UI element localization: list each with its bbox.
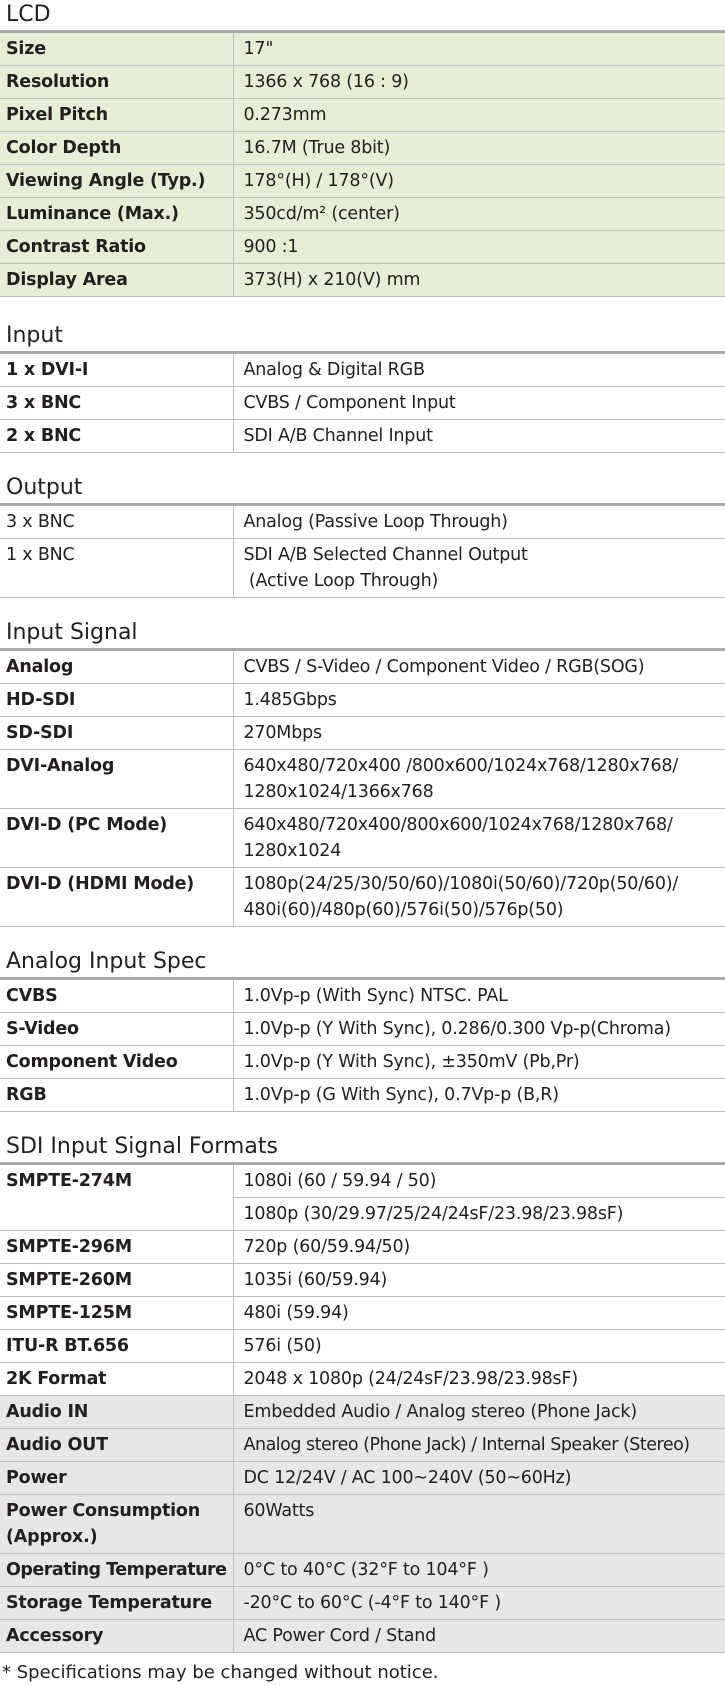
spec-key: Audio OUT: [0, 1429, 233, 1462]
table-row: [0, 868, 725, 927]
spec-key: 1 x DVI-I: [0, 354, 233, 387]
table-row: [0, 132, 725, 165]
spec-value-line: 640x480/720x400 /800x600/1024x768/1280x768/: [243, 756, 679, 776]
table-row: [0, 1297, 725, 1330]
spacer: [0, 297, 725, 321]
analog-spec-table: [0, 980, 725, 1112]
table-row: [0, 1554, 725, 1587]
output-table: [0, 506, 725, 598]
spec-key: CVBS: [0, 980, 233, 1013]
spec-value: CVBS / S-Video / Component Video / RGB(SOG): [233, 651, 725, 684]
spec-key: 1 x BNC: [0, 539, 233, 598]
spacer: [0, 453, 725, 473]
spec-key: SMPTE-260M: [0, 1264, 233, 1297]
lcd-table: [0, 33, 725, 297]
spec-key: HD-SDI: [0, 684, 233, 717]
spec-value: [233, 750, 725, 809]
spec-value: Analog (Passive Loop Through): [233, 506, 725, 539]
spec-value: AC Power Cord / Stand: [233, 1620, 725, 1653]
spec-value: 1366 x 768 (16 : 9): [233, 66, 725, 99]
table-row: [0, 506, 725, 539]
spec-key: Analog: [0, 651, 233, 684]
spec-key: DVI-D (PC Mode): [0, 809, 233, 868]
spec-value-line: 1080p(24/25/30/50/60)/1080i(50/60)/720p(50/60)/: [243, 874, 679, 894]
table-row: [0, 198, 725, 231]
spec-key-line: (Approx.): [6, 1527, 98, 1547]
spec-key: Accessory: [0, 1620, 233, 1653]
spec-key: DVI-Analog: [0, 750, 233, 809]
spacer: [0, 598, 725, 618]
section-output: [0, 473, 725, 598]
spec-key: Luminance (Max.): [0, 198, 233, 231]
spec-value: DC 12/24V / AC 100~240V (50~60Hz): [233, 1462, 725, 1495]
spec-key: Color Depth: [0, 132, 233, 165]
spec-key-line: Power Consumption: [6, 1501, 201, 1521]
spec-value: Analog & Digital RGB: [233, 354, 725, 387]
spec-value: 1.0Vp-p (With Sync) NTSC. PAL: [233, 980, 725, 1013]
table-row: [0, 1462, 725, 1495]
spec-key: S-Video: [0, 1013, 233, 1046]
table-row: [0, 717, 725, 750]
spec-key: RGB: [0, 1079, 233, 1112]
spec-key: Storage Temperature: [0, 1587, 233, 1620]
spec-key: 2 x BNC: [0, 420, 233, 453]
table-row: [0, 1429, 725, 1462]
spacer: [0, 1112, 725, 1132]
section-lcd: [0, 0, 725, 297]
spec-value-line: 1280x1024: [243, 841, 342, 861]
table-row: [0, 99, 725, 132]
section-analog-input-spec: [0, 947, 725, 1112]
spec-key: SMPTE-125M: [0, 1297, 233, 1330]
input-table: [0, 354, 725, 453]
spec-value: 60Watts: [233, 1495, 725, 1554]
section-title-input-signal: Input Signal: [6, 620, 138, 645]
section-input-signal: [0, 618, 725, 927]
spec-value: Embedded Audio / Analog stereo (Phone Jack): [233, 1396, 725, 1429]
spec-value-line: 480i(60)/480p(60)/576i(50)/576p(50): [243, 900, 564, 920]
spec-value: SDI A/B Channel Input: [233, 420, 725, 453]
section-title-analog-input-spec: Analog Input Spec: [6, 949, 207, 974]
table-row: [0, 165, 725, 198]
section-input: [0, 321, 725, 453]
table-row: [0, 539, 725, 598]
spec-value: 270Mbps: [233, 717, 725, 750]
spec-value: 1.0Vp-p (Y With Sync), ±350mV (Pb,Pr): [233, 1046, 725, 1079]
spec-value: [233, 868, 725, 927]
table-row: [0, 1363, 725, 1396]
spec-value: 1.0Vp-p (G With Sync), 0.7Vp-p (B,R): [233, 1079, 725, 1112]
table-row: [0, 809, 725, 868]
spec-key: Audio IN: [0, 1396, 233, 1429]
spec-value: 0.273mm: [233, 99, 725, 132]
table-row: [0, 1330, 725, 1363]
spec-key: ITU-R BT.656: [0, 1330, 233, 1363]
spec-value: 576i (50): [233, 1330, 725, 1363]
table-row: [0, 1231, 725, 1264]
spec-value: 350cd/m² (center): [233, 198, 725, 231]
table-row: [0, 1013, 725, 1046]
table-row: [0, 1046, 725, 1079]
footnote: * Specifications may be changed without notice.: [2, 1662, 439, 1683]
spec-value: [233, 809, 725, 868]
table-row: [0, 420, 725, 453]
spec-key: DVI-D (HDMI Mode): [0, 868, 233, 927]
spec-value: 1080p (30/29.97/25/24/24sF/23.98/23.98sF): [233, 1198, 725, 1231]
table-row: [0, 1495, 725, 1554]
spec-value: 1.0Vp-p (Y With Sync), 0.286/0.300 Vp-p(Chroma): [233, 1013, 725, 1046]
spec-key: Size: [0, 33, 233, 66]
table-row: [0, 66, 725, 99]
section-title-sdi-formats: SDI Input Signal Formats: [6, 1134, 278, 1159]
spec-value-line: (Active Loop Through): [243, 571, 439, 591]
spec-value: 2048 x 1080p (24/24sF/23.98/23.98sF): [233, 1363, 725, 1396]
table-row: [0, 1079, 725, 1112]
spec-key: Resolution: [0, 66, 233, 99]
spec-value: 1080i (60 / 59.94 / 50): [233, 1165, 725, 1198]
table-row: [0, 1587, 725, 1620]
table-row: [0, 354, 725, 387]
section-title-output: Output: [6, 475, 83, 500]
spec-value: 480i (59.94): [233, 1297, 725, 1330]
spec-value-line: SDI A/B Selected Channel Output: [243, 545, 528, 565]
input-signal-table: [0, 651, 725, 927]
spec-key: SMPTE-274M: [0, 1165, 233, 1231]
table-row: [0, 750, 725, 809]
spec-value-line: 640x480/720x400/800x600/1024x768/1280x768/: [243, 815, 673, 835]
table-row: [0, 33, 725, 66]
spec-value: 720p (60/59.94/50): [233, 1231, 725, 1264]
spec-key: 2K Format: [0, 1363, 233, 1396]
spec-key: 3 x BNC: [0, 387, 233, 420]
spec-key: Viewing Angle (Typ.): [0, 165, 233, 198]
table-row: [0, 980, 725, 1013]
spec-value: [233, 539, 725, 598]
spec-key: Component Video: [0, 1046, 233, 1079]
spec-value: 1.485Gbps: [233, 684, 725, 717]
spec-value: 17": [233, 33, 725, 66]
table-row: [0, 1165, 725, 1198]
spec-key: Power: [0, 1462, 233, 1495]
spec-key: Contrast Ratio: [0, 231, 233, 264]
spec-value: -20°C to 60°C (-4°F to 140°F ): [233, 1587, 725, 1620]
section-title-lcd: LCD: [6, 2, 51, 27]
sdi-table: [0, 1165, 725, 1653]
spacer: [0, 927, 725, 947]
spec-key: Display Area: [0, 264, 233, 297]
spec-key: [0, 1495, 233, 1554]
spec-value: 373(H) x 210(V) mm: [233, 264, 725, 297]
spec-value: 900 :1: [233, 231, 725, 264]
table-row: [0, 264, 725, 297]
table-row: [0, 1620, 725, 1653]
spec-key: SD-SDI: [0, 717, 233, 750]
spec-value: 178°(H) / 178°(V): [233, 165, 725, 198]
spec-value-line: 1280x1024/1366x768: [243, 782, 434, 802]
section-title-input: Input: [6, 323, 63, 348]
spec-value: 1035i (60/59.94): [233, 1264, 725, 1297]
table-row: [0, 651, 725, 684]
section-sdi-formats: [0, 1132, 725, 1653]
spec-value: Analog stereo (Phone Jack) / Internal Speaker (Stereo): [233, 1429, 725, 1462]
spec-value: CVBS / Component Input: [233, 387, 725, 420]
spec-key: Operating Temperature: [0, 1554, 233, 1587]
table-row: [0, 1264, 725, 1297]
table-row: [0, 231, 725, 264]
spec-key: 3 x BNC: [0, 506, 233, 539]
table-row: [0, 684, 725, 717]
table-row: [0, 1396, 725, 1429]
spec-key: SMPTE-296M: [0, 1231, 233, 1264]
spec-value: 16.7M (True 8bit): [233, 132, 725, 165]
spec-value: 0°C to 40°C (32°F to 104°F ): [233, 1554, 725, 1587]
table-row: [0, 387, 725, 420]
spec-key: Pixel Pitch: [0, 99, 233, 132]
